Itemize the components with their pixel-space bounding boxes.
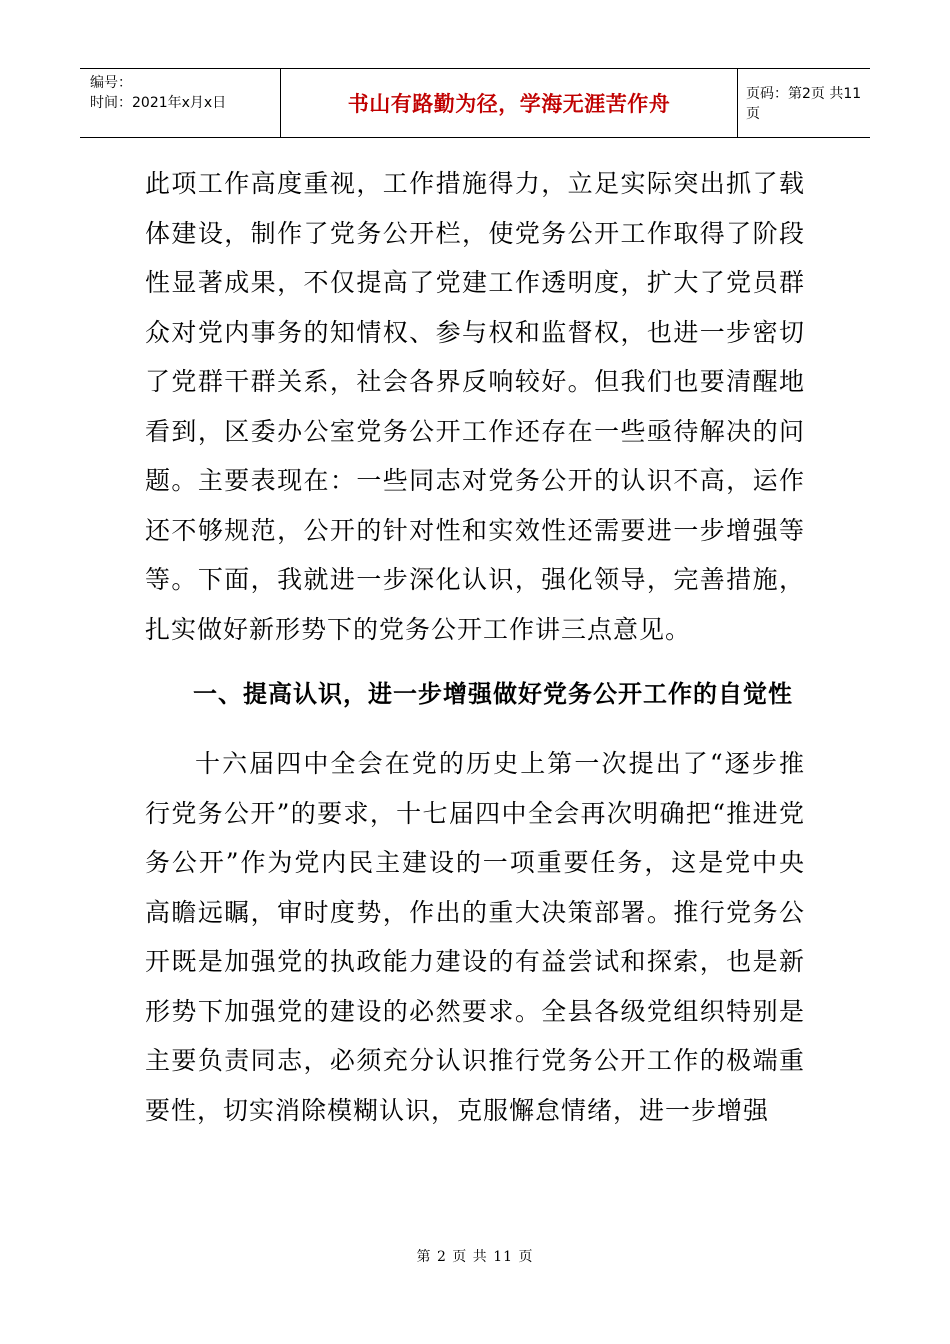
- document-time-label: 时间：2021年x月x日: [90, 95, 227, 111]
- header-meta-cell: [80, 69, 281, 137]
- header-motto-cell: [281, 69, 738, 137]
- header-page-info: 页码：第2页 共11页: [746, 86, 862, 122]
- page-footer: 第 2 页 共 11 页: [416, 1249, 534, 1265]
- document-body: [145, 159, 805, 1135]
- paragraph-2: 十六届四中全会在党的历史上第一次提出了“逐步推行党务公开”的要求，十七届四中全会再次明确把“推进党务公开”作为党内民主建设的一项重要任务，这是党中央高瞻远瞩，审时度势，作出的重大决策部署。推行党务公开既是加强党的执政能力建设的有益尝试和探索，也是新形势下加强党的建设的必然要求。全县各级党组织特别是主要负责同志，必须充分认识推行党务公开工作的极端重要性，切实消除模糊认识，克服懈怠情绪，进一步增强: [145, 749, 805, 1125]
- section-heading-1: 一、提高认识，进一步增强做好党务公开工作的自觉性: [193, 680, 793, 708]
- page-header: [80, 68, 870, 138]
- header-page-cell: [738, 69, 870, 137]
- document-code-label: 编号：: [90, 75, 132, 91]
- paragraph-1: 此项工作高度重视，工作措施得力，立足实际突出抓了载体建设，制作了党务公开栏，使党务公开工作取得了阶段性显著成果，不仅提高了党建工作透明度，扩大了党员群众对党内事务的知情权、参与权和监督权，也进一步密切了党群干群关系，社会各界反响较好。但我们也要清醒地看到，区委办公室党务公开工作还存在一些亟待解决的问题。主要表现在：一些同志对党务公开的认识不高，运作还不够规范，公开的针对性和实效性还需要进一步增强等等。下面，我就进一步深化认识，强化领导，完善措施，扎实做好新形势下的党务公开工作讲三点意见。: [145, 169, 805, 644]
- header-motto: 书山有路勤为径，学海无涯苦作舟: [347, 92, 671, 116]
